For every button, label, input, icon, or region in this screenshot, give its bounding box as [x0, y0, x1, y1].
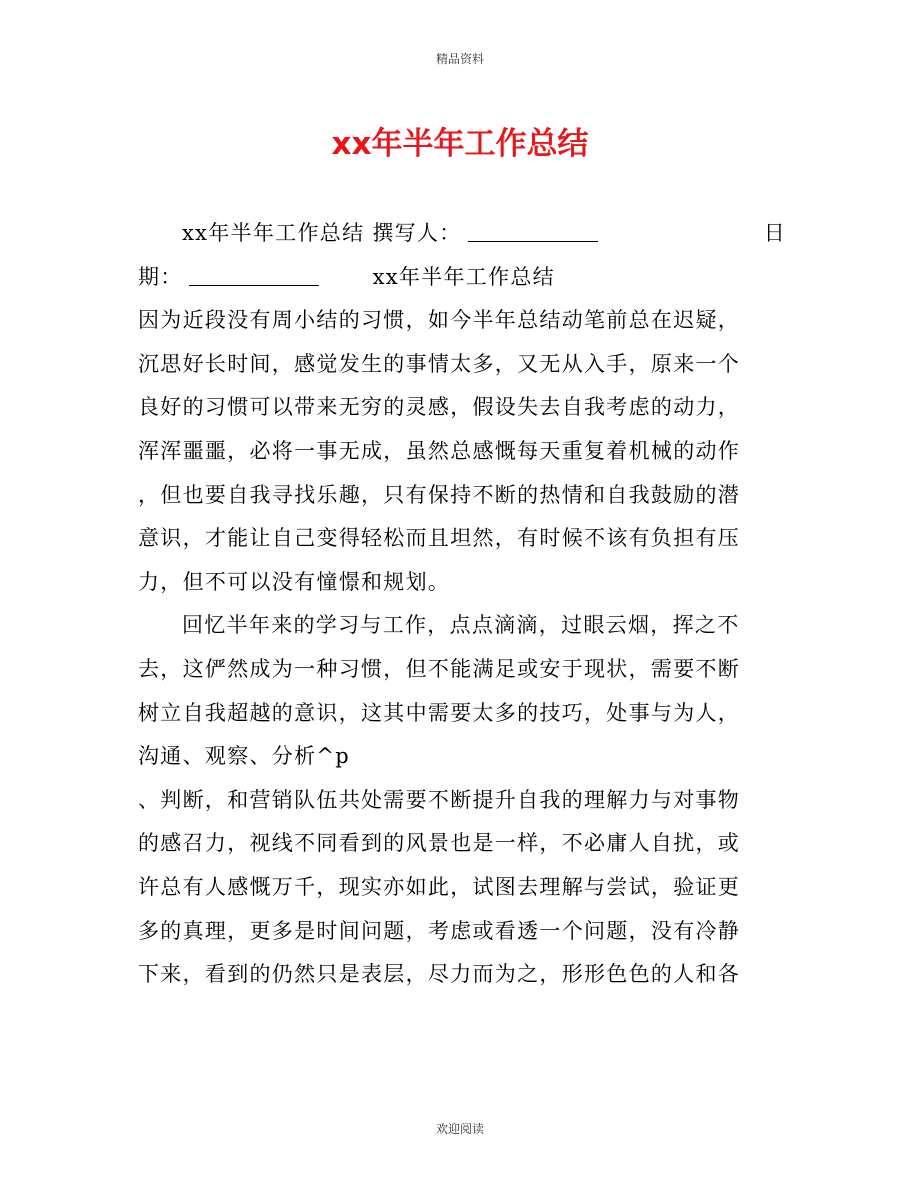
paragraph-line: 因为近段没有周小结的习惯，如今半年总结动笔前总在迟疑， — [138, 308, 741, 333]
paragraph-line: 多的真理，更多是时间问题，考虑或看透一个问题，没有冷静 — [138, 918, 741, 943]
page-header-note: 精品资料 — [435, 52, 484, 66]
paragraph-line: 沟通、观察、分析^p — [138, 744, 351, 769]
meta-line-2 — [138, 256, 786, 300]
paragraph-line: 树立自我超越的意识，这其中需要太多的技巧，处事与为人， — [138, 700, 741, 725]
meta-line-1 — [138, 212, 786, 256]
paragraph-line: 回忆半年来的学习与工作，点点滴滴，过眼云烟，挥之不 — [182, 613, 740, 638]
paragraph-line: 下来，看到的仍然只是表层，尽力而为之，形形色色的人和各 — [138, 962, 741, 987]
document-body — [138, 212, 786, 997]
paragraph-line: 意识，才能让自己变得轻松而且坦然，有时候不该有负担有压 — [138, 526, 741, 551]
document-title: xx年半年工作总结 — [331, 126, 589, 162]
paragraph-line: 、判断，和营销队伍共处需要不断提升自我的理解力与对事物 — [138, 787, 741, 812]
paragraph-line: 的感召力，视线不同看到的风景也是一样，不必庸人自扰，或 — [138, 831, 741, 856]
date-label-start: 日 — [763, 221, 786, 245]
author-blank — [468, 219, 598, 242]
paragraph-line: 许总有人感慨万千，现实亦如此，试图去理解与尝试，验证更 — [138, 874, 741, 899]
paragraph-line: ，但也要自我寻找乐趣，只有保持不断的热情和自我鼓励的潜 — [138, 482, 741, 507]
paragraph-line: 沉思好长时间，感觉发生的事情太多，又无从入手，原来一个 — [138, 351, 741, 376]
paragraph-line: 良好的习惯可以带来无穷的灵感，假设失去自我考虑的动力， — [138, 395, 741, 420]
author-label: 撰写人： — [372, 221, 462, 245]
paragraph-line: 浑浑噩噩，必将一事无成，虽然总感慨每天重复着机械的动作 — [138, 438, 741, 463]
paragraph-line: 去，这俨然成为一种习惯，但不能满足或安于现状，需要不断 — [138, 656, 741, 681]
page-footer-note: 欢迎阅读 — [435, 1122, 484, 1136]
paragraph-line: 力，但不可以没有憧憬和规划。 — [138, 569, 451, 594]
meta-prefix: xx年半年工作总结 — [182, 221, 365, 245]
date-blank — [189, 263, 319, 286]
date-label-end: 期： — [138, 264, 183, 289]
meta-subtitle: xx年半年工作总结 — [372, 264, 555, 289]
